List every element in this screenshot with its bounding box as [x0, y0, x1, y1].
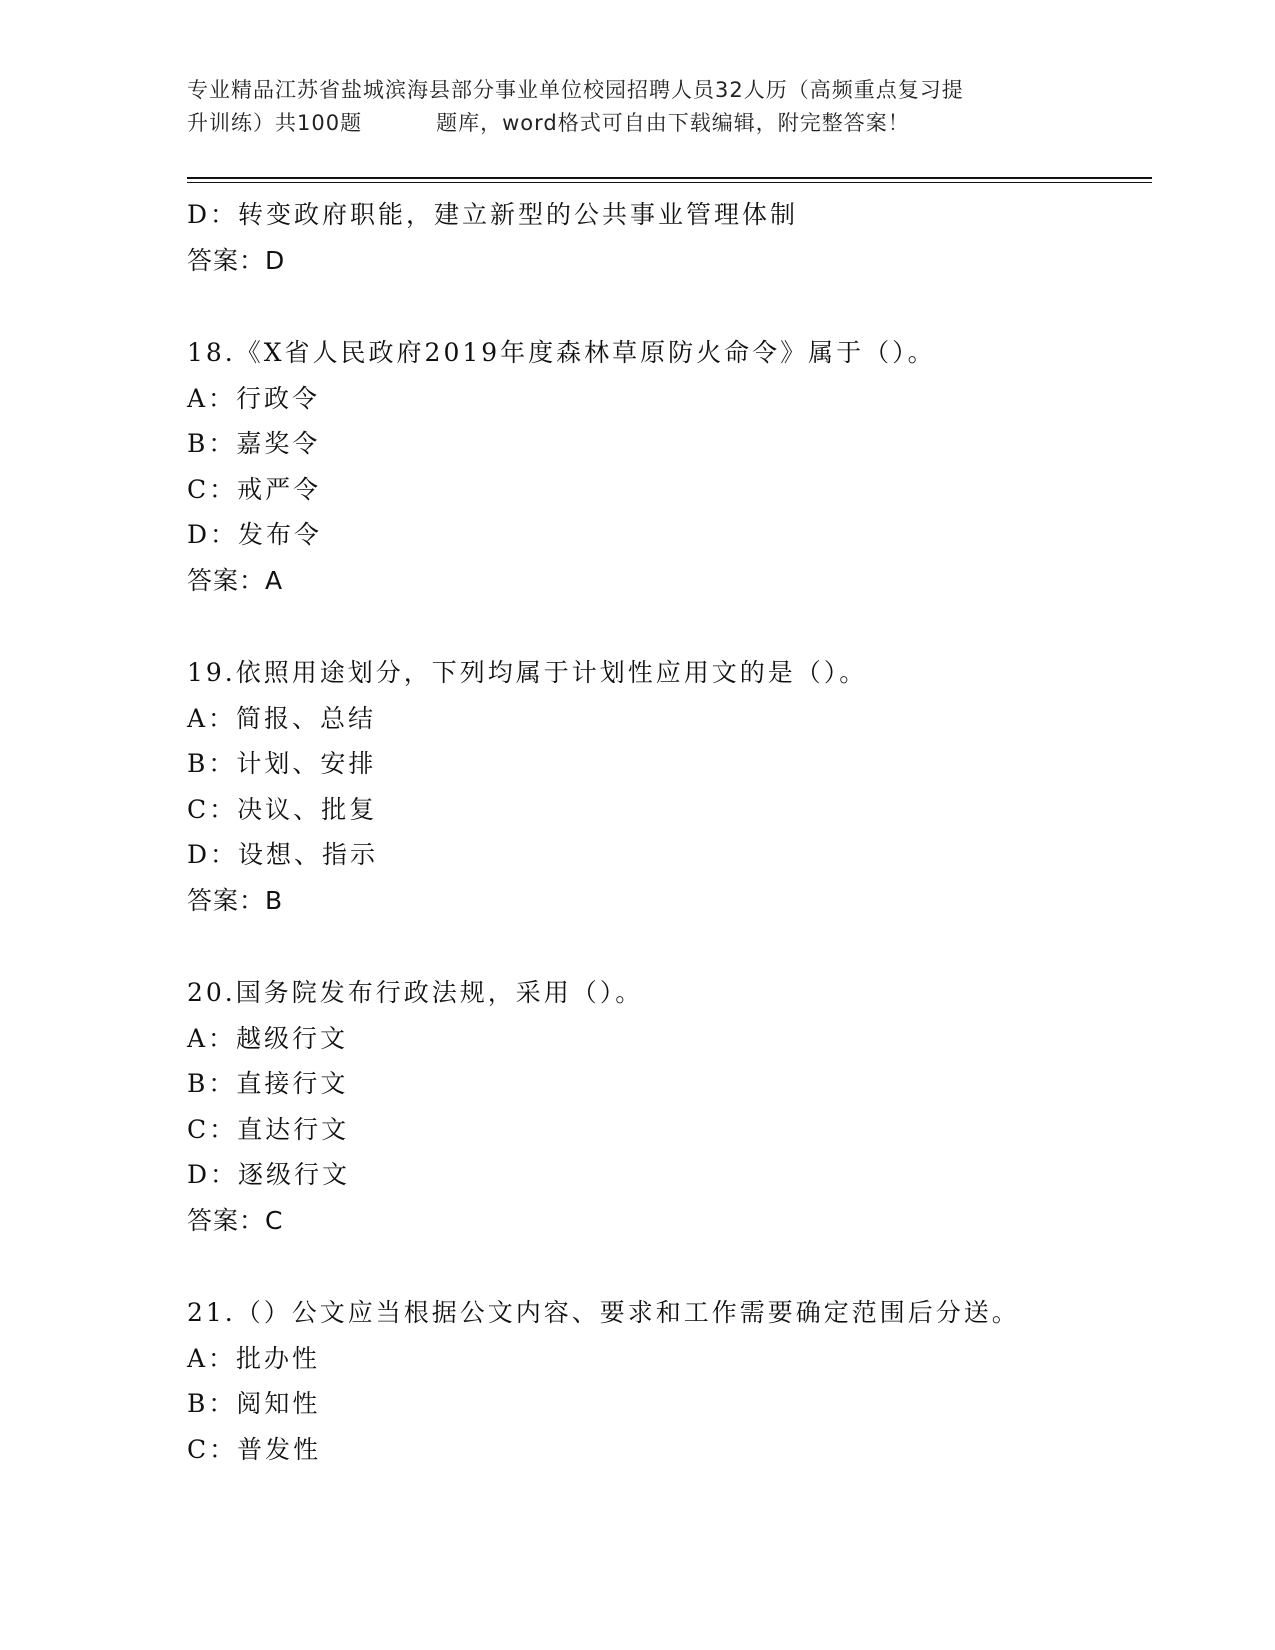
question-option: A：行政令 [187, 383, 321, 413]
question-option: D：转变政府职能，建立新型的公共事业管理体制 [187, 200, 799, 229]
question-18 [187, 330, 1147, 603]
question-option: A：越级行文 [187, 1023, 349, 1053]
question-stem: 20.国务院发布行政法规，采用（）。 [187, 978, 644, 1007]
header-title-line2-part2: 题库，word格式可自由下载编辑，附完整答案！ [436, 111, 910, 135]
header-divider-thick [187, 177, 1152, 179]
question-20 [187, 970, 1147, 1243]
question-option: C：戒严令 [187, 474, 322, 504]
question-answer: 答案：B [187, 885, 284, 915]
question-option: C：决议、批复 [187, 794, 378, 824]
question-stem: 19.依照用途划分，下列均属于计划性应用文的是（）。 [187, 658, 868, 687]
question-option: A：批办性 [187, 1343, 321, 1373]
question-stem: 21.（）公文应当根据公文内容、要求和工作需要确定范围后分送。 [187, 1298, 1020, 1327]
header-divider-thin [187, 182, 1152, 183]
question-option: A：简报、总结 [187, 703, 377, 733]
header-title-line2 [187, 107, 1087, 140]
question-option: D：发布令 [187, 520, 323, 549]
question-option: B：阅知性 [187, 1389, 321, 1418]
question-option: D：逐级行文 [187, 1160, 351, 1189]
question-answer: 答案：A [187, 565, 284, 595]
document-header [187, 74, 1087, 140]
question-21 [187, 1290, 1147, 1472]
question-option: D：设想、指示 [187, 840, 379, 869]
question-17-tail [187, 192, 1147, 283]
question-answer: 答案：D [187, 245, 286, 275]
question-option: C：直达行文 [187, 1114, 350, 1144]
question-stem: 18.《X省人民政府2019年度森林草原防火命令》属于（）。 [187, 338, 936, 367]
header-title-line1: 专业精品江苏省盐城滨海县部分事业单位校园招聘人员32人历（高频重点复习提 [187, 78, 964, 102]
question-answer: 答案：C [187, 1205, 284, 1235]
question-option: C：普发性 [187, 1434, 322, 1464]
question-19 [187, 650, 1147, 923]
question-list [187, 192, 1147, 1472]
question-option: B：计划、安排 [187, 749, 377, 778]
question-option: B：嘉奖令 [187, 429, 321, 458]
header-title-line2-part1: 升训练）共100题 [187, 111, 363, 135]
question-option: B：直接行文 [187, 1069, 349, 1098]
